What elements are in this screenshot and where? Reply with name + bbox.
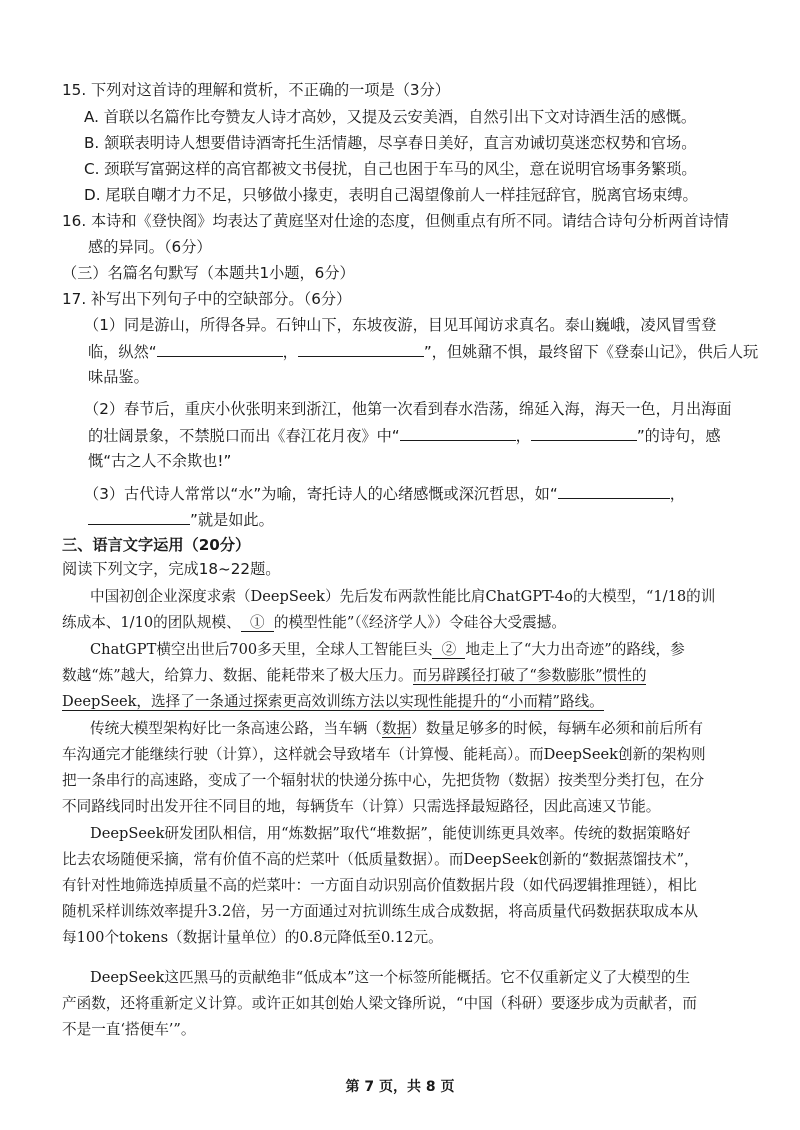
q17-item1-line1: （1）同是游山，所得各异。石钟山下，东坡夜游，目见耳闻访求真名。泰山巍峨，凌风冒雪登	[84, 316, 717, 334]
passage-p2-line3	[62, 692, 604, 712]
q17-item3-line2	[88, 509, 274, 530]
passage-blank-2-marker: ②	[441, 641, 457, 658]
part-3-instruction: 阅读下列文字，完成18~22题。	[62, 560, 281, 578]
passage-p3-line4: 不同路线同时出发开往不同目的地，每辆货车（计算）只需选择最短路径，因此高速又节能。	[62, 798, 661, 815]
q17-item2-text-a: 的壮阔景象，不禁脱口而出《春江花月夜》中“	[88, 427, 400, 445]
passage-p4-line4: 随机采样训练效率提升3.2倍，另一方面通过对抗训练生成合成数据，将高质量代码数据获取成本从	[62, 903, 699, 920]
passage-p2-line1	[90, 640, 685, 660]
passage-p4-line2: 比去农场随便采摘，常有价值不高的烂菜叶（低质量数据）。而DeepSeek创新的“数据蒸馏技术”，	[62, 851, 699, 868]
q15-stem: 15. 下列对这首诗的理解和赏析，不正确的一项是（3分）	[62, 81, 450, 99]
passage-p2-underlined-1: 而另辟蹊径打破了“参数膨胀”惯性的	[412, 667, 647, 684]
passage-p2-text-b: 地走上了“大力出奇迹”的路线，参	[465, 641, 685, 658]
q17-item3-text-a: （3）古代诗人常常以“水”为喻，寄托诗人的心绪感慨或深沉哲思，如“	[84, 485, 558, 503]
q17-item1-line3: 味品鉴。	[88, 368, 149, 386]
passage-p1-text-b: 的模型性能”（《经济学人》）令硅谷大受震撼。	[273, 614, 566, 631]
q17-item3-comma: ，	[669, 485, 685, 503]
passage-p1-text-a: 练成本、1/10的团队规模、	[62, 614, 241, 631]
part-3-title: 三、语言文字运用（20分）	[62, 536, 251, 554]
q15-option-b: B. 颔联表明诗人想要借诗酒寄托生活情趣，尽享春日美好，直言劝诫切莫迷恋权势和官场。	[84, 134, 697, 152]
passage-p2-text-a: ChatGPT横空出世后700多天里，全球人工智能巨头	[90, 641, 433, 658]
q17-stem: 17. 补写出下列句子中的空缺部分。（6分）	[62, 290, 352, 308]
passage-p3-underlined: 数据	[381, 720, 412, 737]
passage-p3-text-a: 传统大模型架构好比一条高速公路，当车辆（	[90, 720, 382, 737]
q17-item2-text-b: ”的诗句，感	[636, 427, 721, 445]
q17-item3-blank-1[interactable]	[558, 483, 670, 499]
passage-blank-2	[432, 641, 465, 659]
passage-p4-line3: 有针对性地筛选掉质量不高的烂菜叶：一方面自动识别高价值数据片段（如代码逻辑推理链），相比	[62, 877, 697, 894]
q17-item1-line2	[88, 341, 758, 362]
q17-item2-line3: 慨“古之人不余欺也!”	[88, 452, 232, 470]
passage-p5-line1: DeepSeek这匹黑马的贡献绝非“低成本”这一个标签所能概括。它不仅重新定义了大模型的生	[90, 969, 691, 986]
q17-item2-blank-2[interactable]	[531, 425, 637, 441]
q16-line-2: 感的异同。（6分）	[88, 238, 212, 256]
passage-p3-line3: 把一条串行的高速路，变成了一个辐射状的快递分拣中心，先把货物（数据）按类型分类打包，在分	[62, 772, 705, 789]
q17-item2-comma: ，	[515, 427, 531, 445]
q17-item3-text-b: ”就是如此。	[190, 511, 274, 529]
passage-p1-line2	[62, 613, 566, 633]
q17-item3-blank-2[interactable]	[88, 509, 190, 525]
passage-p5-line3: 不是一直‘搭便车’”。	[62, 1021, 196, 1038]
passage-p2-text-c: 数越“炼”越大，给算力、数据、能耗带来了极大压力。	[62, 667, 413, 684]
section-3-title: （三）名篇名句默写（本题共1小题，6分）	[62, 264, 355, 282]
q15-option-a: A. 首联以名篇作比夸赞友人诗才高妙，又提及云安美酒，自然引出下文对诗酒生活的感慨。	[84, 108, 697, 126]
page-number: 第 7 页，共 8 页	[345, 1079, 455, 1095]
q17-item1-text-b: ”，但姚鼐不惧，最终留下《登泰山记》，供后人玩	[423, 343, 759, 361]
q17-item2-blank-1[interactable]	[400, 425, 516, 441]
q17-item1-blank-1[interactable]	[157, 341, 283, 357]
q17-item2-line2	[88, 425, 721, 446]
passage-p3-line2: 车沟通完才能继续行驶（计算），这样就会导致堵车（计算慢、能耗高）。而DeepSeek创新的架构则	[62, 746, 706, 763]
passage-p2-underlined-2: DeepSeek，选择了一条通过探索更高效训练方法以实现性能提升的“小而精”路线。	[62, 693, 604, 710]
passage-p3-text-b: ）数量足够多的时候，每辆车必须和前后所有	[411, 720, 703, 737]
passage-p1-line1: 中国初创企业深度求索（DeepSeek）先后发布两款性能比肩ChatGPT-4o的大模型，“1/18的训	[90, 588, 716, 605]
passage-p4-line1: DeepSeek研发团队相信，用“炼数据”取代“堆数据”，能使训练更具效率。传统的数据策略好	[90, 825, 691, 842]
passage-blank-1	[241, 614, 274, 632]
q17-item1-blank-2[interactable]	[298, 341, 424, 357]
q17-item3-line1	[84, 483, 685, 504]
passage-p3-line1	[90, 719, 703, 739]
q17-item1-comma: ，	[282, 343, 298, 361]
passage-p5-line2: 产函数，还将重新定义计算。或许正如其创始人梁文锋所说，“中国（科研）要逐步成为贡献者，而	[62, 995, 697, 1012]
q16-line-1: 16. 本诗和《登快阁》均表达了黄庭坚对仕途的态度，但侧重点有所不同。请结合诗句分析两首诗情	[62, 212, 729, 230]
passage-blank-1-marker: ①	[250, 614, 265, 631]
q17-item1-text-a: 临，纵然“	[88, 343, 157, 361]
q17-item2-line1: （2）春节后，重庆小伙张明来到浙江，他第一次看到春水浩荡，绵延入海，海天一色，月出海面	[84, 400, 732, 418]
q15-option-c: C. 颈联写富弼这样的高官都被文书侵扰，自己也困于车马的风尘，意在说明官场事务繁琐。	[84, 160, 697, 178]
q15-option-d: D. 尾联自嘲才力不足，只够做小掾吏，表明自己渴望像前人一样挂冠辞官，脱离官场束缚。	[84, 186, 698, 204]
passage-p4-line5: 每100个tokens（数据计量单位）的0.8元降低至0.12元。	[62, 929, 443, 946]
passage-p2-line2	[62, 666, 646, 686]
